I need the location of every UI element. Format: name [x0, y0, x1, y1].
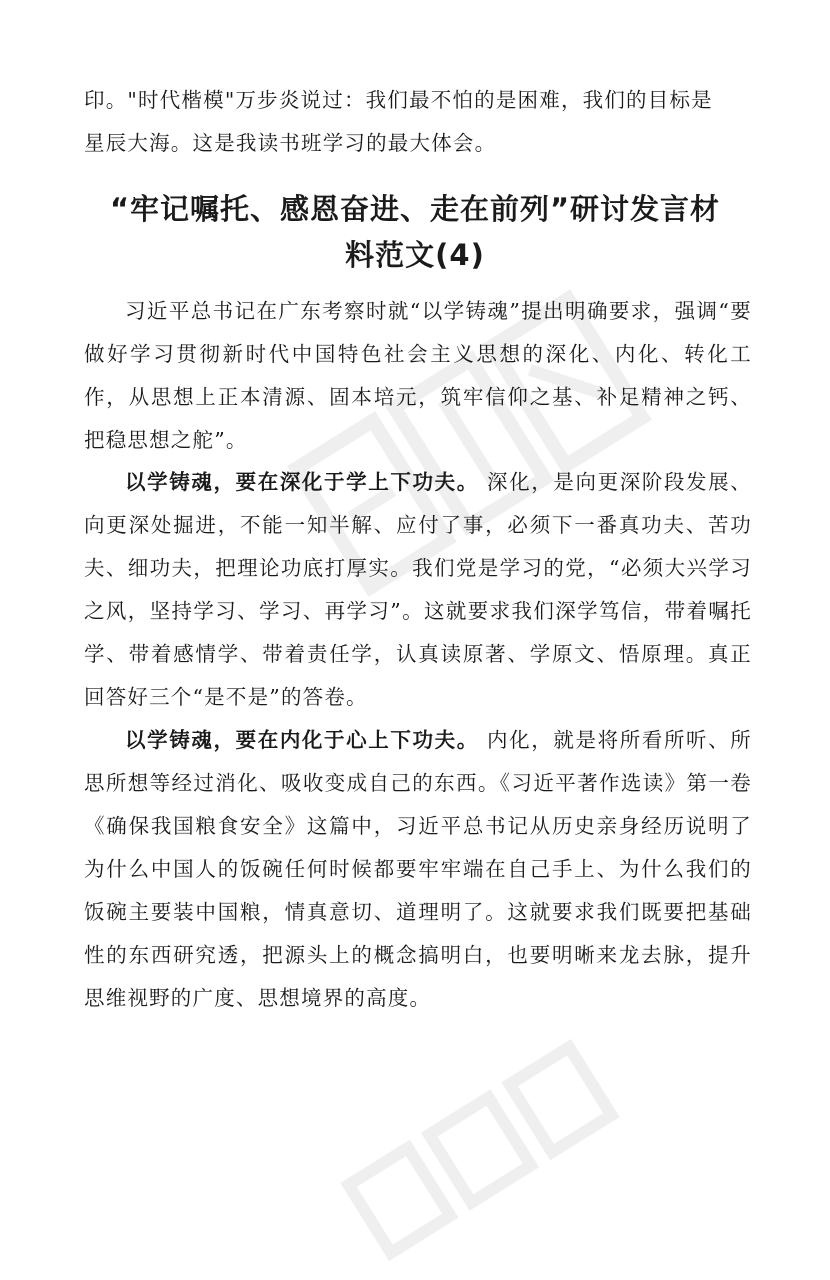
- intro-line-2: 星辰大海。这是我读书班学习的最大体会。: [84, 131, 497, 155]
- title-line-1: “牢记嘱托、感恩奋进、走在前列”研讨发言材: [109, 192, 721, 226]
- paragraph-2: [84, 461, 752, 719]
- paragraph-2-heading: 以学铸魂，要在深化于学上下功夫。: [125, 470, 479, 494]
- intro-paragraph: [84, 79, 752, 165]
- title-line-2: 料范文(4): [345, 238, 485, 272]
- paragraph-2-body: 深化，是向更深阶段发展、向更深处掘进，不能一知半解、应付了事，必须下一番真功夫、苦功夫、细功夫，把理论功底打厚实。我们党是学习的党，“必须大兴学习之风，坚持学习、学习、再学习”。这就要求我们深学笃信，带着嘱托学、带着感情学、带着责任学，认真读原著、学原文、悟原理。真正回答好三个“是不是”的答卷。: [84, 470, 752, 709]
- watermark-bottom-icon: [321, 1020, 639, 1280]
- paragraph-3: [84, 719, 752, 1020]
- paragraph-3-heading: 以学铸魂，要在内化于心上下功夫。: [125, 728, 479, 752]
- paragraph-3-body: 内化，就是将所看所听、所思所想等经过消化、吸收变成自己的东西。《习近平著作选读》第一卷《确保我国粮食安全》这篇中，习近平总书记从历史亲身经历说明了为什么中国人的饭碗任何时候都要牢牢端在自己手上、为什么我们的饭碗主要装中国粮，情真意切、道理明了。这就要求我们既要把基础性的东西研究透，把源头上的概念搞明白，也要明晰来龙去脉，提升思维视野的广度、思想境界的高度。: [84, 728, 752, 1010]
- intro-line-1: 印。"时代楷模"万步炎说过：我们最不怕的是困难，我们的目标是: [84, 88, 713, 112]
- paragraph-1: 习近平总书记在广东考察时就“以学铸魂”提出明确要求，强调“要做好学习贯彻新时代中国特色社会主义思想的深化、内化、转化工作，从思想上正本清源、固本培元，筑牢信仰之基、补足精神之钙、把稳思想之舵”。: [84, 299, 752, 452]
- section-title: [70, 186, 760, 278]
